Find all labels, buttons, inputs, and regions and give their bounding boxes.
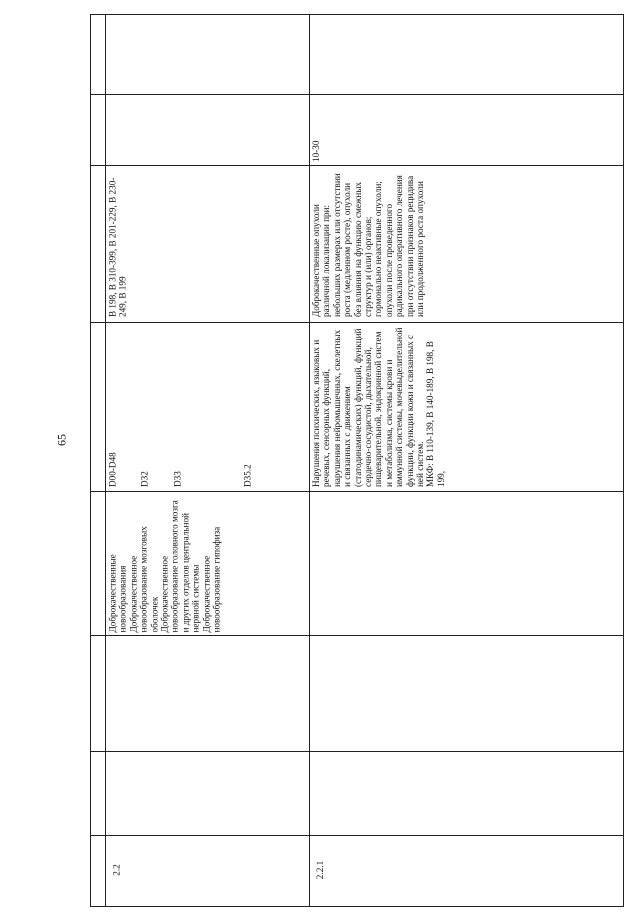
impairments-text: Нарушения психических, языковых и речевых, сенсорных функций, нарушения нейромышечных, скелетных и связанных с движением (статодинамических) функций, функций сердечно-сосудистой, дыхательной, пищеварительной, эндокринной систем и метаболизма, системы крови и иммунной системы, мочевыделительной функции, функции кожи и связанных с ней систем. <box>311 327 426 487</box>
icf-codes-text: МКФ: В 110-139, В 140-189, В 198, В 199, <box>425 341 446 487</box>
disease-name: Доброкачественное новообразование головного мозга и других отделов центральной нервной системы <box>159 499 201 632</box>
icd-codes-cell <box>105 322 308 490</box>
icf-codes-cell <box>105 166 308 320</box>
criteria-description-cell <box>309 166 621 320</box>
column-divider <box>91 635 623 636</box>
icf-codes-text: В 198, В 310-399, В 201-229, В 230-249, В 199 <box>107 177 128 317</box>
column-divider <box>91 751 623 752</box>
percentage-cell <box>309 95 621 165</box>
percentage-value: 10-30 <box>311 140 321 162</box>
impairments-cell <box>309 322 621 490</box>
disease-name: Доброкачественное новообразование мозговых оболочек <box>127 525 159 632</box>
icd-code: D33 <box>171 471 182 487</box>
row-number-2-2 <box>105 835 308 905</box>
row-number-2-2-1 <box>309 835 621 905</box>
criteria-description-text: Доброкачественные опухоли различной локализации при: небольших размерах или отсутствии роста (медленном росте), опухоли без влияния на функцию смежных структур и (или) органов; гормонально неактивные опухоли; опухоли после проведенного радикального оперативного лечения при отсутствии признаков рецидива или продолженного роста опухоли <box>311 173 426 317</box>
disease-name: Доброкачественные новообразования <box>107 553 128 632</box>
icd-code: D32 <box>139 471 150 487</box>
row-number-label: 2.2.1 <box>315 860 325 880</box>
disease-names-cell <box>105 492 308 635</box>
row-number-label: 2.2 <box>111 864 121 876</box>
icd-code: D00-D48 <box>107 452 117 487</box>
icd-code: D35.2 <box>242 464 253 487</box>
disease-name: Доброкачественное новообразование гипофиза <box>200 526 222 632</box>
page-number: 65 <box>54 434 69 446</box>
